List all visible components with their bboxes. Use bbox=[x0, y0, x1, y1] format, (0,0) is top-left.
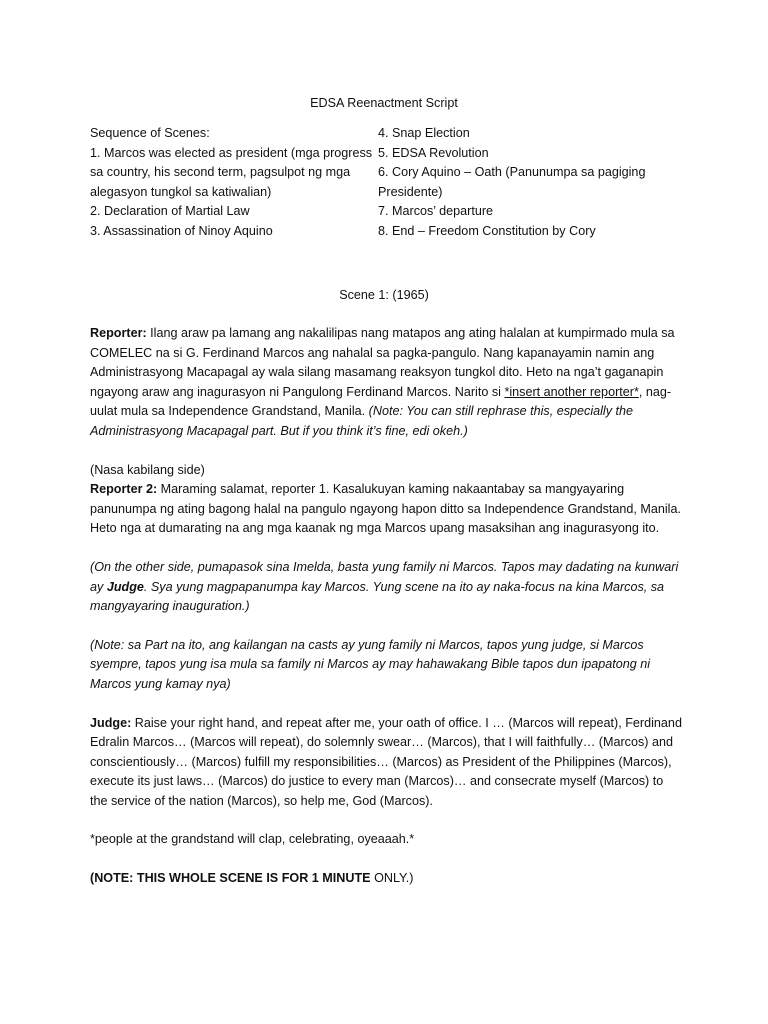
sequence-item: 3. Assassination of Ninoy Aquino bbox=[90, 223, 273, 238]
sequence-item: 2. Declaration of Martial Law bbox=[90, 204, 250, 219]
duration-note-bold: (NOTE: THIS WHOLE SCENE IS FOR 1 MINUTE bbox=[90, 871, 371, 886]
sequence-item: 5. EDSA Revolution bbox=[378, 145, 489, 160]
dialogue-text: Raise your right hand, and repeat after me, your oath of office. I … (Marcos will repeat), Ferdinand Edralin Marcos… (Marcos will repeat), do solemnly swear… (Marcos), that I will faithfully… (Marcos) and conscientiously… (Marcos) fulfill my responsibilities… (Marcos) as President of the Philippines (Marcos), execute its just laws… (Marcos) do justice to every man (Marcos)… and consecrate myself (Marcos) to the service of the nation (Marcos), so help me, God (Marcos). bbox=[90, 715, 682, 808]
placeholder-text: *insert another reporter* bbox=[504, 384, 639, 399]
scene-heading: Scene 1: (1965) bbox=[339, 288, 429, 302]
document-title: EDSA Reenactment Script bbox=[310, 96, 458, 110]
reporter-paragraph bbox=[90, 324, 684, 442]
script-body bbox=[90, 324, 684, 889]
direction-text: (On the other side, pumapasok sina Imelda, basta yung family ni Marcos. Tapos may dadating na kunwari ay bbox=[90, 559, 679, 594]
duration-note-normal: ONLY.) bbox=[370, 871, 414, 886]
reporter-2-paragraph bbox=[90, 480, 684, 539]
speaker-label: Reporter: bbox=[90, 326, 147, 340]
editor-note: (Note: You can still rephrase this, especially the Administrasyong Macapagal part. But if you think it’s fine, edi okeh.) bbox=[90, 404, 634, 438]
dialogue-text: Ilang araw pa lamang ang nakalilipas nang matapos ang ating halalan at kumpirmado mula sa COMELEC na si G. Ferdinand Marcos ang nahalal sa pagka-pangulo. Nang kapanayamin namin ang Administrasyong Macapagal ay wala silang masamang reaksyon tungkol dito. Heto na nga’t gaganapin ngayong araw ang inagurasyon ni Pangulong Ferdinand Marcos. Narito si bbox=[90, 326, 675, 399]
sequence-item: 6. Cory Aquino – Oath (Panunumpa sa pagiging Presidente) bbox=[378, 165, 646, 199]
duration-note bbox=[90, 869, 684, 889]
dialogue-text: Maraming salamat, reporter 1. Kasalukuyan kaming nakaantabay sa mangyayaring panunumpa ng ating bagong halal na pangulo ngayong hapon ditto sa Independence Grandstand, Manila. Heto nga at dumarating na ang mga kaanak ng mga Marcos upang masaksihan ang inagurasyong ito. bbox=[90, 482, 681, 536]
sequence-item: 4. Snap Election bbox=[378, 126, 470, 140]
stage-aside: (Nasa kabilang side) bbox=[90, 462, 205, 477]
casting-note: (Note: sa Part na ito, ang kailangan na casts ay yung family ni Marcos, tapos yung judge, si Marcos syempre, tapos yung isa mula sa family ni Marcos ay may hahawakang Bible tapos dun ipapatong ni Marcos yung kamay nya) bbox=[90, 637, 651, 691]
stage-direction bbox=[90, 558, 684, 617]
crowd-direction: *people at the grandstand will clap, celebrating, oyeaaah.* bbox=[90, 832, 415, 847]
direction-emphasis: Judge bbox=[106, 579, 144, 594]
judge-paragraph bbox=[90, 714, 684, 812]
sequence-item: 8. End – Freedom Constitution by Cory bbox=[378, 223, 596, 238]
scene-sequence-left bbox=[90, 124, 380, 242]
scene-sequence-right bbox=[378, 124, 698, 242]
sequence-heading: Sequence of Scenes: bbox=[90, 126, 210, 140]
speaker-label: Judge: bbox=[90, 715, 132, 730]
sequence-item: 1. Marcos was elected as president (mga progress sa country, his second term, pagsulpot ng mga alegasyon tungkol sa katiwalian) bbox=[90, 145, 373, 199]
sequence-item: 7. Marcos’ departure bbox=[378, 204, 494, 219]
direction-text: . Sya yung magpapanumpa kay Marcos. Yung scene na ito ay naka-focus na kina Marcos, sa mangyayaring inauguration.) bbox=[90, 579, 665, 614]
dialogue-text: , nag-uulat mula sa Independence Grandstand, Manila. bbox=[90, 384, 672, 419]
speaker-label: Reporter 2: bbox=[90, 482, 158, 497]
